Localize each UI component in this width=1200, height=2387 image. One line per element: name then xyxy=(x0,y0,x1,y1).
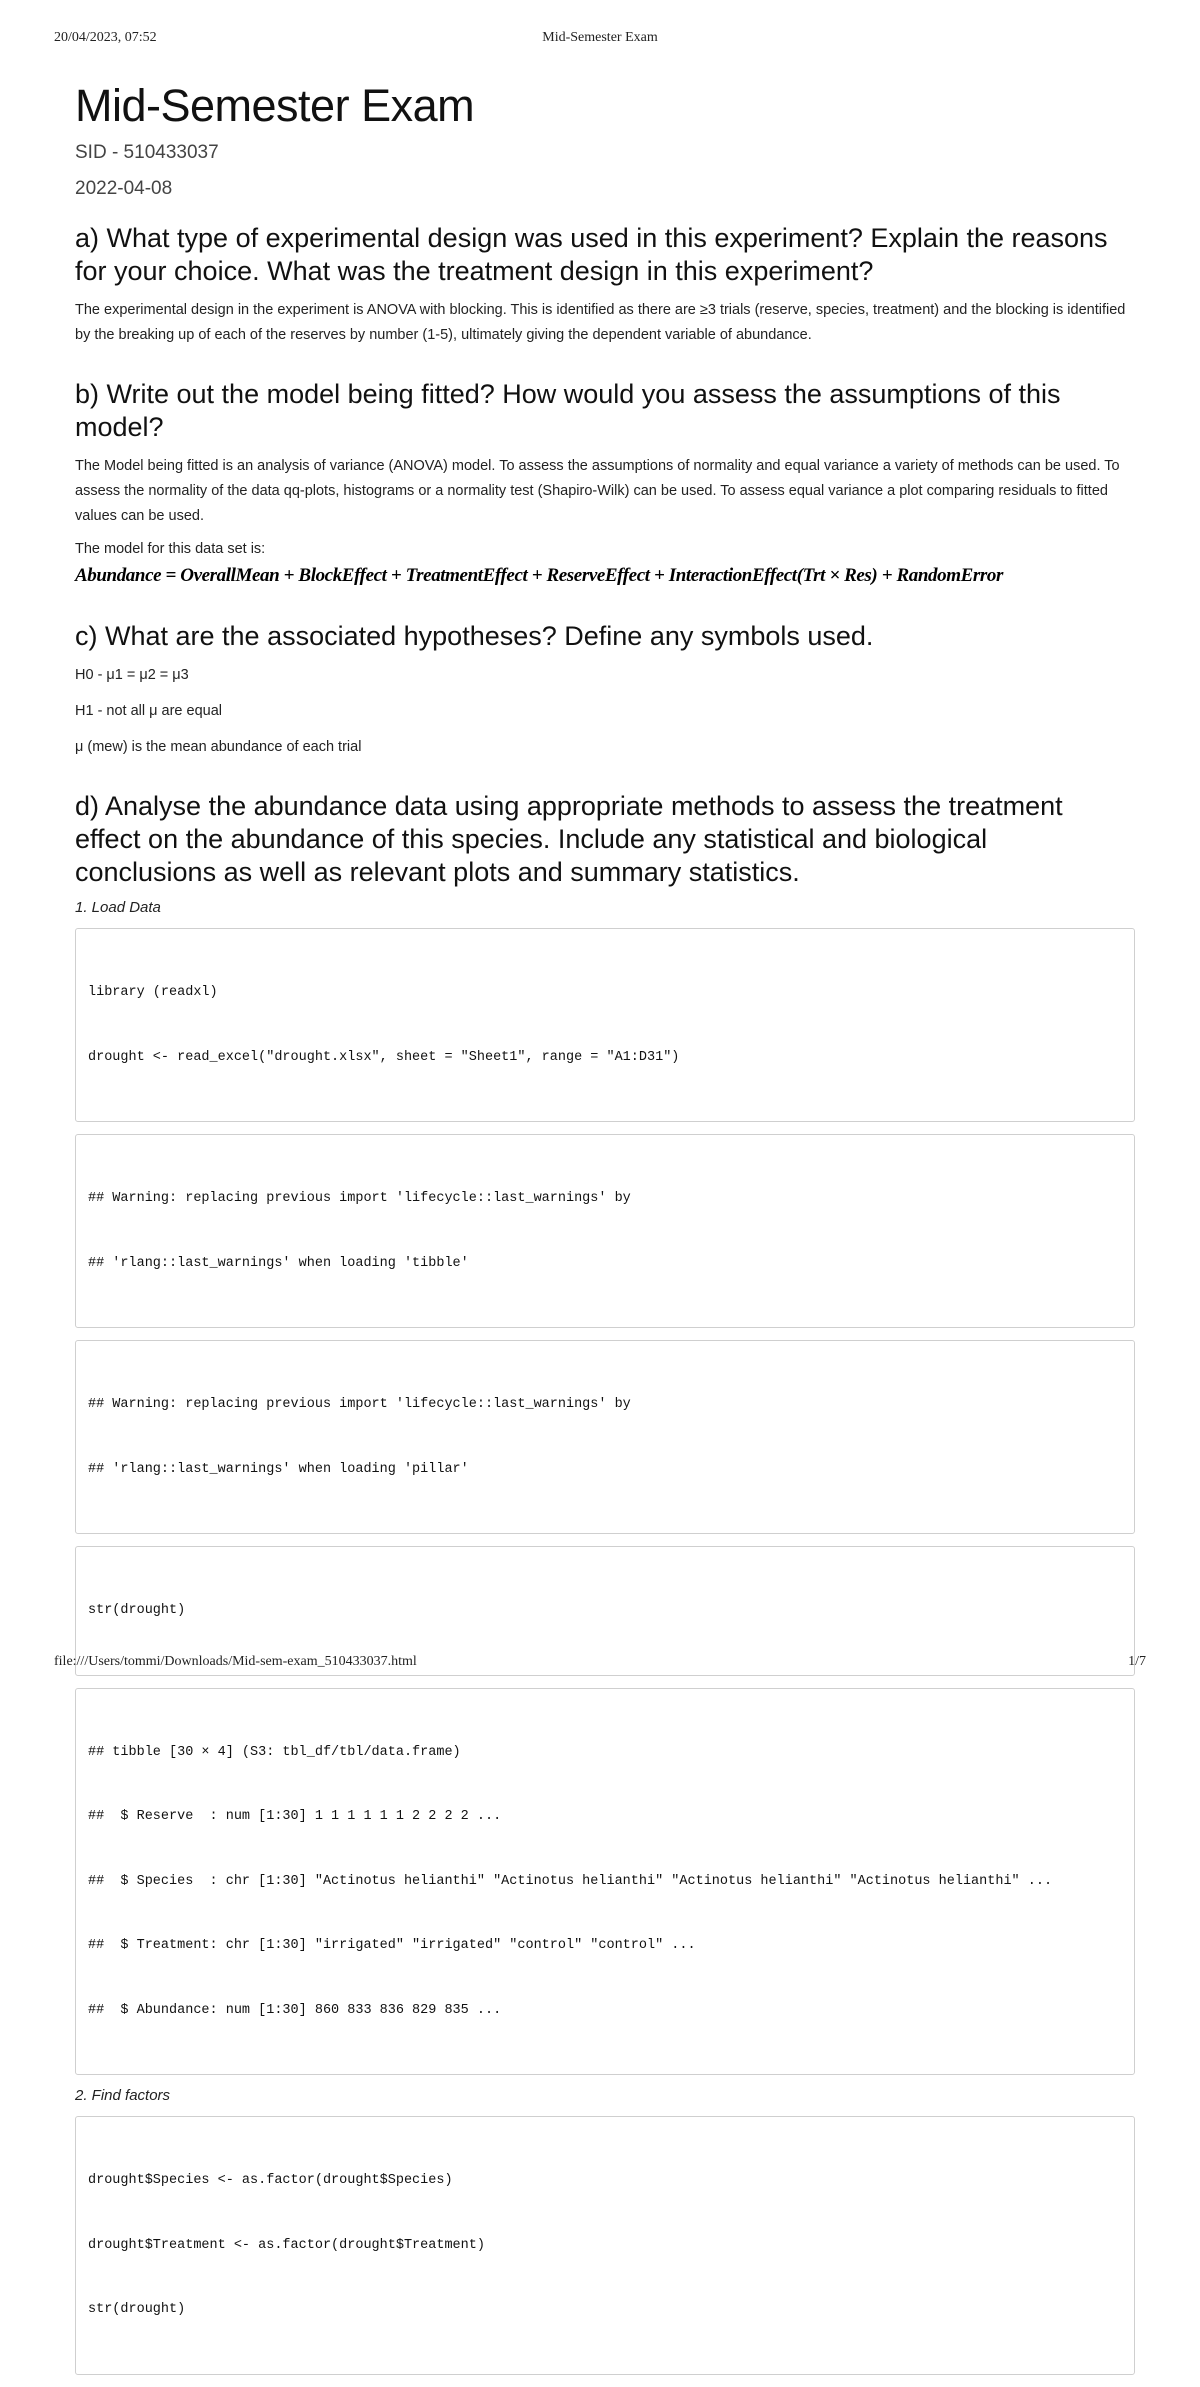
output-line: ## Warning: replacing previous import 'lifecycle::last_warnings' by xyxy=(88,1397,631,1412)
document-body xyxy=(75,80,1135,2387)
hypothesis-h1: H1 - not all μ are equal xyxy=(75,703,222,719)
heading-c: c) What are the associated hypotheses? Define any symbols used. xyxy=(75,621,874,651)
heading-a: a) What type of experimental design was used in this experiment? Explain the reasons for your choice. What was the treatment design in this experiment? xyxy=(75,223,1108,286)
print-title: Mid-Semester Exam xyxy=(542,30,658,45)
code-block xyxy=(75,928,1135,1122)
model-intro: The model for this data set is: xyxy=(75,541,266,557)
print-footer xyxy=(54,1654,1146,1674)
output-line: ## $ Species : chr [1:30] "Actinotus helianthi" "Actinotus helianthi" "Actinotus helianthi" "Actinotus helianthi" ... xyxy=(88,1873,1053,1889)
heading-d: d) Analyse the abundance data using appropriate methods to assess the treatment effect on the abundance of this species. Include any statistical and biological conclusions as well as relevant plots and summary statistics. xyxy=(75,791,1063,887)
code-line: drought <- read_excel("drought.xlsx", sheet = "Sheet1", range = "A1:D31") xyxy=(88,1049,680,1065)
output-line: ## 'rlang::last_warnings' when loading 'pillar' xyxy=(88,1461,469,1477)
code-line: str(drought) xyxy=(88,1603,186,1618)
step-load-data: 1. Load Data xyxy=(75,899,161,916)
document-date: 2022-04-08 xyxy=(75,178,173,199)
answer-a: The experimental design in the experiment is ANOVA with blocking. This is identified as there are ≥3 trials (reserve, species, treatment) and the blocking is identified by the breaking up of each of the reserves by number (1-5), ultimately giving the dependent variable of abundance. xyxy=(75,302,1126,343)
student-id: SID - 510433037 xyxy=(75,142,219,163)
code-block xyxy=(75,2116,1135,2375)
output-line: ## Warning: replacing previous import 'lifecycle::last_warnings' by xyxy=(88,1191,631,1206)
output-block xyxy=(75,1134,1135,1328)
output-line: ## $ Treatment: chr [1:30] "irrigated" "irrigated" "control" "control" ... xyxy=(88,1938,696,1953)
page-title: Mid-Semester Exam xyxy=(75,80,475,131)
heading-b: b) Write out the model being fitted? How would you assess the assumptions of this model? xyxy=(75,379,1061,442)
answer-b: The Model being fitted is an analysis of variance (ANOVA) model. To assess the assumptions of normality and equal variance a variety of methods can be used. To assess the normality of the data qq-plots, histograms or a normality test (Shapiro-Wilk) can be used. To assess equal variance a plot comparing residuals to fitted values can be used. xyxy=(75,458,1120,524)
print-header xyxy=(54,30,1146,50)
code-line: library (readxl) xyxy=(88,985,218,1000)
step-find-factors: 2. Find factors xyxy=(75,2087,171,2104)
code-line: drought$Species <- as.factor(drought$Species) xyxy=(88,2173,453,2188)
mu-definition: μ (mew) is the mean abundance of each trial xyxy=(75,739,362,755)
code-line: drought$Treatment <- as.factor(drought$Treatment) xyxy=(88,2237,485,2253)
model-equation: Abundance = OverallMean + BlockEffect + TreatmentEffect + ReserveEffect + InteractionEffect(Trt × Res) + RandomError xyxy=(75,565,1003,586)
output-line: ## $ Abundance: num [1:30] 860 833 836 829 835 ... xyxy=(88,2002,502,2018)
page-number: 1/7 xyxy=(1128,1654,1146,1669)
output-line: ## tibble [30 × 4] (S3: tbl_df/tbl/data.frame) xyxy=(88,1744,461,1760)
file-url: file:///Users/tommi/Downloads/Mid-sem-exam_510433037.html xyxy=(54,1654,417,1669)
output-block xyxy=(75,1340,1135,1534)
hypothesis-h0: H0 - μ1 = μ2 = μ3 xyxy=(75,667,189,683)
code-line: str(drought) xyxy=(88,2302,186,2317)
output-block xyxy=(75,1688,1135,2076)
output-line: ## $ Reserve : num [1:30] 1 1 1 1 1 1 2 2 2 2 ... xyxy=(88,1809,502,1824)
output-line: ## 'rlang::last_warnings' when loading 'tibble' xyxy=(88,1255,469,1271)
print-datetime: 20/04/2023, 07:52 xyxy=(54,30,157,45)
